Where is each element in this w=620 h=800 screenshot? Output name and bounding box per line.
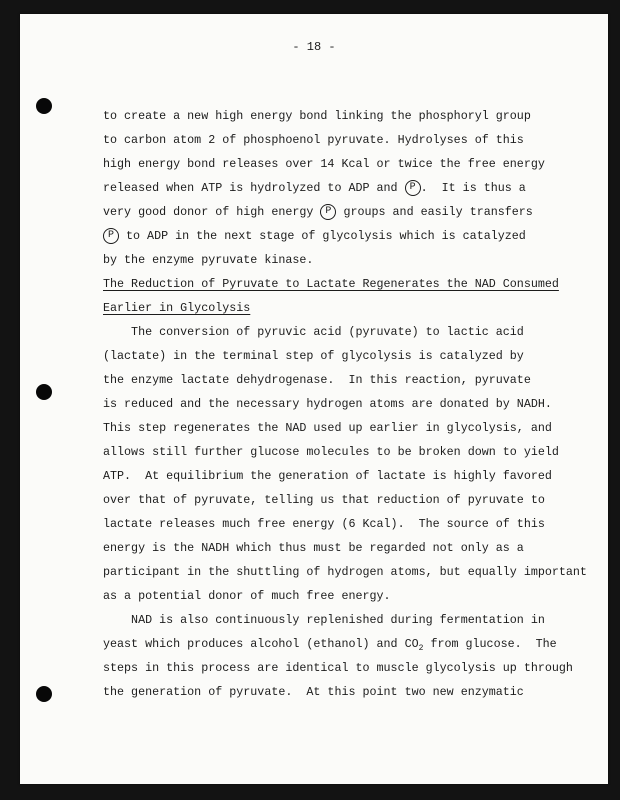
text-line: ATP. At equilibrium the generation of lactate is highly favored xyxy=(103,469,552,483)
text-line: as a potential donor of much free energy. xyxy=(103,589,391,603)
text-segment: to ADP in the next stage of glycolysis which is catalyzed xyxy=(119,229,526,243)
document-page xyxy=(20,14,608,784)
text-line: NAD is also continuously replenished during fermentation in xyxy=(103,613,545,627)
punch-hole-bottom xyxy=(36,686,52,702)
text-segment: very good donor of high energy xyxy=(103,205,321,219)
punch-hole-top xyxy=(36,98,52,114)
text-line xyxy=(103,200,583,224)
text-line: This step regenerates the NAD used up earlier in glycolysis, and xyxy=(103,421,552,435)
text-line xyxy=(103,632,583,656)
text-line: by the enzyme pyruvate kinase. xyxy=(103,253,314,267)
text-line xyxy=(103,224,583,248)
text-segment: released when ATP is hydrolyzed to ADP and xyxy=(103,181,405,195)
text-line: the generation of pyruvate. At this point two new enzymatic xyxy=(103,685,524,699)
text-line: energy is the NADH which thus must be regarded not only as a xyxy=(103,541,524,555)
text-line: over that of pyruvate, telling us that reduction of pyruvate to xyxy=(103,493,545,507)
text-line: high energy bond releases over 14 Kcal or twice the free energy xyxy=(103,157,545,171)
section-heading: The Reduction of Pyruvate to Lactate Regenerates the NAD Consumed xyxy=(103,277,559,291)
formula-base: CO xyxy=(404,637,419,651)
text-segment: from glucose. The xyxy=(423,637,557,651)
text-line: participant in the shuttling of hydrogen atoms, but equally important xyxy=(103,565,587,579)
text-line: to carbon atom 2 of phosphoenol pyruvate. Hydrolyses of this xyxy=(103,133,524,147)
text-line: is reduced and the necessary hydrogen atoms are donated by NADH. xyxy=(103,397,552,411)
text-line xyxy=(103,176,583,200)
text-line: to create a new high energy bond linking the phosphoryl group xyxy=(103,109,531,123)
body-text xyxy=(103,104,587,704)
text-segment: groups and easily transfers xyxy=(336,205,533,219)
text-line: The conversion of pyruvic acid (pyruvate) to lactic acid xyxy=(103,325,524,339)
section-heading: Earlier in Glycolysis xyxy=(103,301,251,315)
text-segment: yeast which produces alcohol (ethanol) and xyxy=(103,637,405,651)
circled-p-symbol: P xyxy=(405,180,421,196)
punch-hole-middle xyxy=(36,384,52,400)
text-line: allows still further glucose molecules to be broken down to yield xyxy=(103,445,559,459)
co2-formula xyxy=(405,637,424,651)
circled-p-symbol: P xyxy=(320,204,336,220)
page-number: - 18 - xyxy=(292,40,336,54)
text-line: lactate releases much free energy (6 Kcal). The source of this xyxy=(103,517,545,531)
text-line: the enzyme lactate dehydrogenase. In this reaction, pyruvate xyxy=(103,373,531,387)
text-line: (lactate) in the terminal step of glycolysis is catalyzed by xyxy=(103,349,524,363)
formula-subscript: 2 xyxy=(418,644,424,653)
circled-p-symbol: P xyxy=(103,228,119,244)
text-segment: . It is thus a xyxy=(420,181,526,195)
text-line: steps in this process are identical to muscle glycolysis up through xyxy=(103,661,573,675)
